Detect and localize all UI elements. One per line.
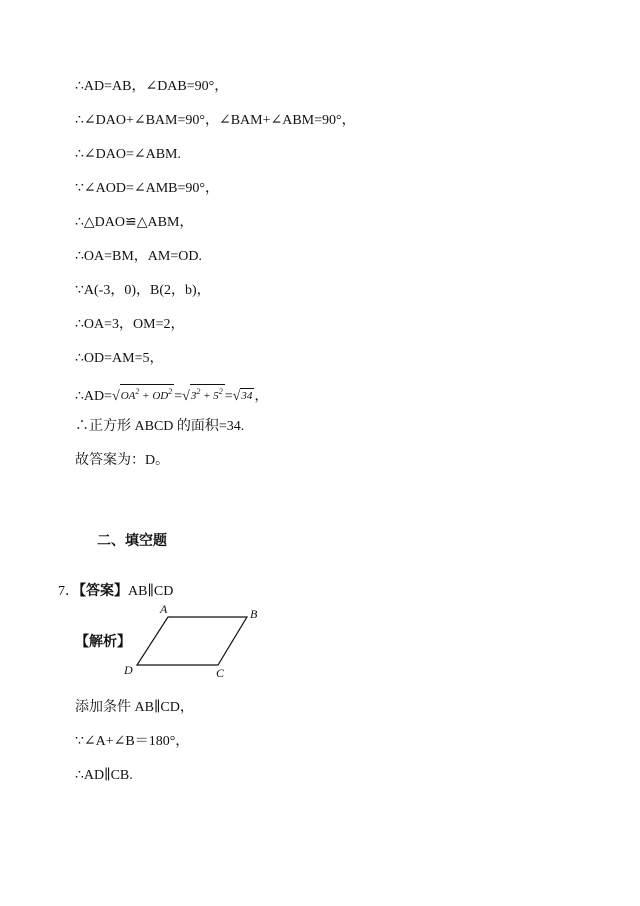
step-line: ∴AD=AB，∠DAB=90°， [75, 79, 229, 94]
step-line: 添加条件 AB∥CD， [75, 700, 194, 715]
step-line: ∵∠A+∠B＝180°， [75, 734, 190, 749]
step-line: ∴∠DAO+∠BAM=90°，∠BAM+∠ABM=90°， [75, 113, 356, 128]
section-heading: 二、填空题 [97, 533, 167, 549]
answer-value: AB∥CD [128, 584, 174, 599]
step-line: ∴AD∥CB. [75, 768, 133, 783]
parallelogram-shape [137, 617, 247, 665]
formula-prefix: ∴AD= [75, 389, 113, 404]
answer-line: 故答案为：D。 [75, 453, 170, 468]
step-line: ∴OA=BM，AM=OD. [75, 249, 202, 264]
answer-tag: 【答案】 [79, 583, 128, 599]
vertex-label-b: B [250, 607, 258, 621]
equals-sign: = [174, 389, 183, 404]
sqrt-symbol: √ [182, 389, 190, 404]
step-line: ∴OD=AM=5， [75, 351, 164, 366]
sqrt-symbol: √ [112, 389, 120, 404]
radicand-3-5: $3^2 + 5^2$ [190, 384, 225, 403]
question-number: 7． [58, 584, 79, 599]
question-header [58, 582, 173, 601]
analysis-tag: 【解析】 [75, 634, 131, 650]
vertex-label-a: A [160, 602, 168, 616]
radicand-oa-od: $OA^2 + OD^2$ [120, 384, 175, 403]
vertex-label-c: C [216, 666, 225, 680]
step-line: ∵∠AOD=∠AMB=90°， [75, 181, 219, 196]
radicand-34: 34 [241, 390, 253, 402]
step-line: ∵A(-3，0)，B(2，b)， [75, 283, 211, 298]
area-line: ∴正方形 ABCD 的面积=34. [75, 419, 245, 434]
parallelogram-figure [120, 600, 270, 680]
ad-formula-line [75, 384, 268, 406]
step-line: ∴△DAO≌△ABM， [75, 215, 194, 230]
step-line: ∴OA=3，OM=2， [75, 317, 185, 332]
equals-sign: = [224, 389, 233, 404]
formula-suffix: ， [254, 389, 269, 404]
sqrt-symbol: √ [232, 389, 241, 404]
step-line: ∴∠DAO=∠ABM. [75, 147, 181, 162]
vertex-label-d: D [124, 663, 133, 677]
